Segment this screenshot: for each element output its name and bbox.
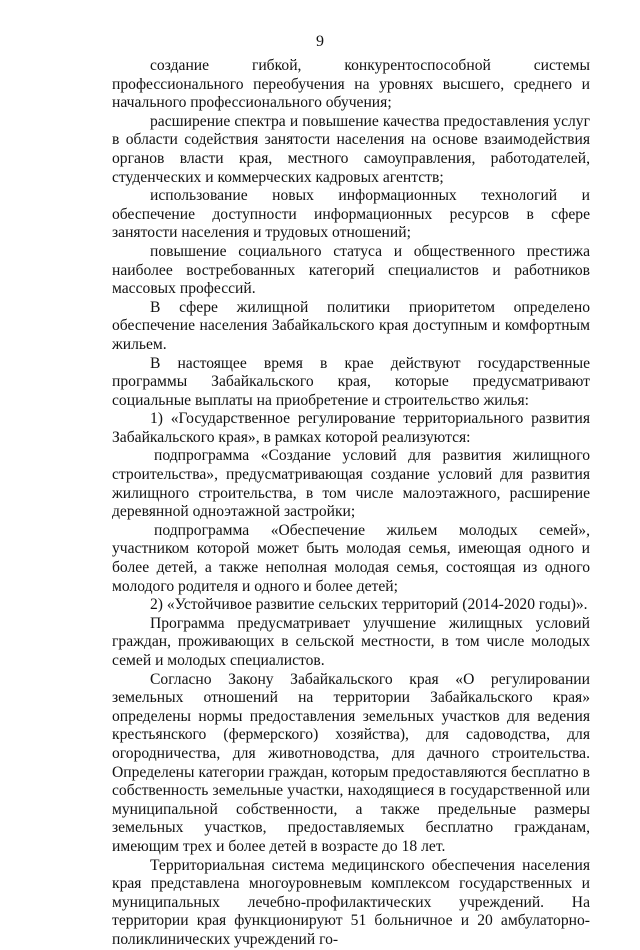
paragraph-state-programs: В настоящее время в крае действуют государственные программы Забайкальского края, которые предусматривают социальные выплаты на приобретение и строительство жилья:	[112, 354, 590, 409]
paragraph-employment-services: расширение спектра и повышение качества предоставления услуг в области содействия занятости населения на основе взаимодействия органов власти края, местного самоуправления, работодателей, студенческих и коммерческих кадровых агентств;	[112, 112, 590, 186]
paragraph-land-law: Согласно Закону Забайкальского края «О регулировании земельных отношений на территории Забайкальского края» определены нормы предоставления земельных участков для ведения крестьянского (фермерского) хозяйства), для садоводства, для огородничества, для животноводства, для дачного строительства. Определены категории граждан, которым предоставляются бесплатно в собственность земельные участки, находящиеся в государственной или муниципальной собственности, а также предельные размеры земельных участков, предоставляемых бесплатно гражданам, имеющим трех и более детей в возрасте до 18 лет.	[112, 670, 590, 855]
paragraph-subprogram-housing-construction: подпрограмма «Создание условий для развития жилищного строительства», предусматривающая создание условий для развития жилищного строительства, в том числе малоэтажного, расширение деревянной одноэтажной застройки;	[112, 447, 590, 521]
document-body	[112, 57, 590, 950]
paragraph-program-1: 1) «Государственное регулирование территориального развития Забайкальского края», в рамках которой реализуются:	[112, 410, 590, 446]
page-number: 9	[316, 33, 324, 50]
paragraph-medical-system: Территориальная система медицинского обеспечения населения края представлена многоуровневым комплексом государственных и муниципальных лечебно-профилактических учреждений. На территории края функционируют 51 больничное и 20 амбулаторно-поликлинических учреждений го-	[112, 856, 590, 948]
paragraph-program-2: 2) «Устойчивое развитие сельских территорий (2014-2020 годы)».	[150, 596, 588, 614]
paragraph-rural-housing: Программа предусматривает улучшение жилищных условий граждан, проживающих в сельской местности, в том числе молодых семей и молодых специалистов.	[112, 614, 590, 669]
paragraph-subprogram-young-families: подпрограмма «Обеспечение жильем молодых семей», участником которой может быть молодая семья, имеющая одного и более детей, а также неполная молодая семья, состоящая из одного молодого родителя и одного и более детей;	[112, 521, 590, 595]
paragraph-social-status: повышение социального статуса и общественного престижа наиболее востребованных категорий специалистов и работников массовых профессий.	[112, 242, 590, 298]
paragraph-information-technologies: использование новых информационных технологий и обеспечение доступности информационных ресурсов в сфере занятости населения и трудовых отношений;	[112, 187, 590, 242]
paragraph-housing-policy: В сфере жилищной политики приоритетом определено обеспечение населения Забайкальского края доступным и комфортным жильем.	[112, 298, 590, 353]
paragraph-retraining-system: создание гибкой, конкурентоспособной системы профессионального переобучения на уровнях высшего, среднего и начального профессионального обучения;	[112, 57, 590, 112]
